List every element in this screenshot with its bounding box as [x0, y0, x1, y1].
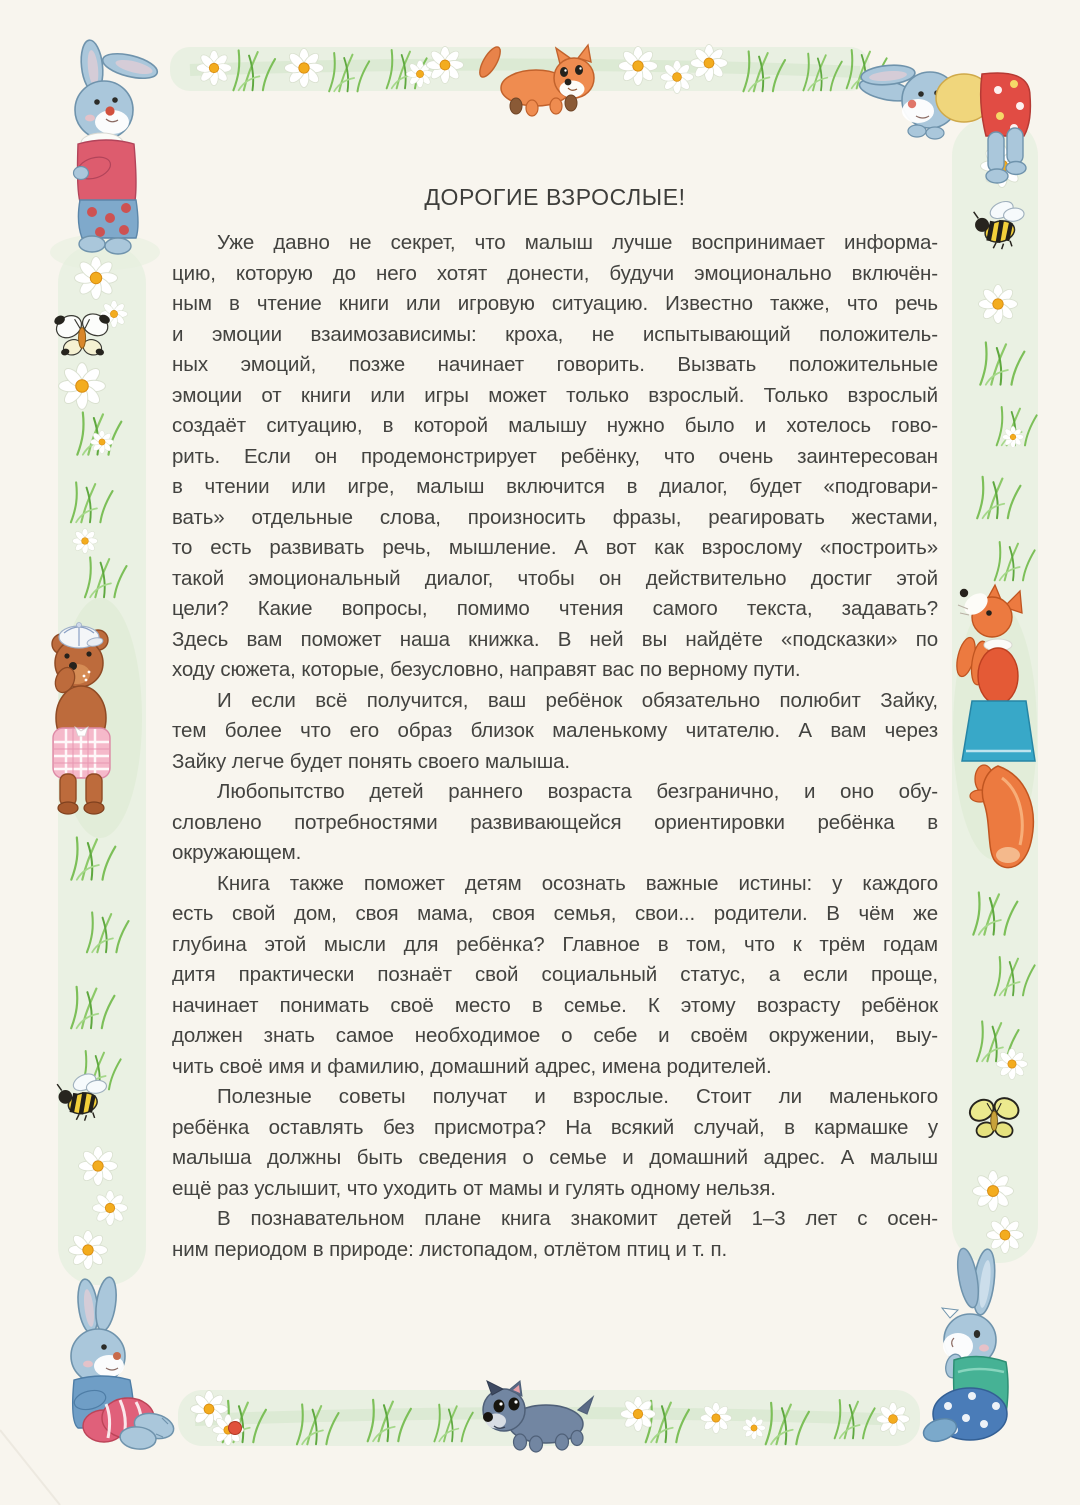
- bunny-bottom-left-icon: [71, 1276, 176, 1451]
- red-flower: [229, 1422, 242, 1435]
- paragraph: [172, 1204, 938, 1265]
- text-line: и эмоции взаимозависимы: кроха, не испытывающий положитель-: [172, 322, 938, 346]
- text-line: ных эмоций, позже начинает говорить. Вызвать положительные: [172, 353, 938, 376]
- text-line: глубина этой мысли для ребёнка? Главное в том, что к трём годам: [172, 932, 938, 956]
- text-line: Книга также поможет детям осознать важные истины: у каждого: [217, 871, 938, 895]
- text-line: Здесь вам поможет наша книжка. В ней вы найдёте «подсказки» по: [172, 627, 938, 651]
- bunny-top-right-icon: [858, 63, 1031, 183]
- text-line: Любопытство детей раннего возраста безгранично, и оно обу-: [217, 780, 938, 803]
- body-text: [172, 228, 938, 1265]
- text-line: Полезные советы получат и взрослые. Стоит ли маленького: [217, 1085, 938, 1108]
- text-line: ным в чтение книги или игровую ситуацию. Известно также, что речь: [172, 292, 938, 315]
- paragraph: [172, 777, 938, 869]
- bunny-bottom-right-icon: [921, 1247, 1008, 1445]
- text-line: малыша должны быть сведения о семье и домашний адрес. А малыш: [172, 1146, 938, 1169]
- text-line: дитя практически познаёт свой социальный статус, а если проще,: [172, 963, 938, 986]
- paragraph: [172, 686, 938, 778]
- text-line: начинает понимать своё место в семье. К этому возрасту ребёнок: [172, 993, 938, 1017]
- text-line: то есть развивать речь, мышление. А вот как взрослому «построить»: [172, 536, 938, 559]
- text-line: цели? Какие вопросы, помимо чтения самого текста, задавать?: [172, 597, 938, 620]
- text-line: создаёт ситуацию, в которой малышу нужно было и хотелось гово-: [172, 414, 938, 437]
- text-line: ребёнка оставлять без присмотра? На всякий случай, в кармашке у: [172, 1115, 938, 1139]
- text-line: есть свой дом, своя мама, своя семья, свои... родители. В чём же: [172, 902, 938, 925]
- text-line: Зайку легче будет понять своего малыша.: [172, 749, 570, 773]
- text-line: ним периодом в природе: листопадом, отлётом птиц и т. п.: [172, 1237, 728, 1261]
- text-line: цию, которую до него хотят донести, будучи эмоционально включён-: [172, 261, 938, 285]
- text-line: вать» отдельные слова, произносить фразы, реагировать жестами,: [172, 505, 938, 529]
- text-line: тем более что его образ близок маленькому читателю. А вам через: [172, 719, 938, 742]
- text-line: эмоции от книги или игры может только взрослый. Только взрослый: [172, 383, 938, 407]
- text-line: окружающем.: [172, 841, 302, 864]
- page-title: ДОРОГИЕ ВЗРОСЛЫЕ!: [424, 184, 686, 210]
- text-line: ходу сюжета, которые, безусловно, направят вас по верному пути.: [172, 658, 801, 681]
- page-content: [172, 184, 938, 1265]
- paragraph: [172, 1082, 938, 1204]
- text-line: И если всё получится, ваш ребёнок обязательно полюбит Зайку,: [217, 688, 938, 712]
- text-line: в чтении или игре, малыш включится в диалог, будет «подговари-: [172, 475, 938, 498]
- page-crease: [0, 1430, 60, 1505]
- text-line: ещё раз услышит, что уходить от мамы и гулять одному нельзя.: [172, 1176, 776, 1200]
- text-line: чить своё имя и фамилию, домашний адрес, имена родителей.: [172, 1054, 772, 1078]
- text-line: Уже давно не секрет, что малыш лучше воспринимает информа-: [217, 231, 938, 254]
- text-line: словлено потребностями развивающейся ориентировки ребёнка в: [172, 810, 938, 834]
- bunny-top-left-icon: [74, 39, 160, 254]
- text-line: В познавательном плане книга знакомит детей 1–3 лет с осен-: [217, 1207, 938, 1230]
- text-line: рить. Если он продемонстрирует ребёнку, что очень заинтересован: [172, 444, 938, 468]
- paragraph: [172, 869, 938, 1083]
- text-line: такой эмоциональный диалог, чтобы он действительно достиг этой: [172, 566, 938, 590]
- paragraph: [172, 228, 938, 686]
- text-line: должен знать самое необходимое о себе и своём окружении, выу-: [172, 1024, 938, 1047]
